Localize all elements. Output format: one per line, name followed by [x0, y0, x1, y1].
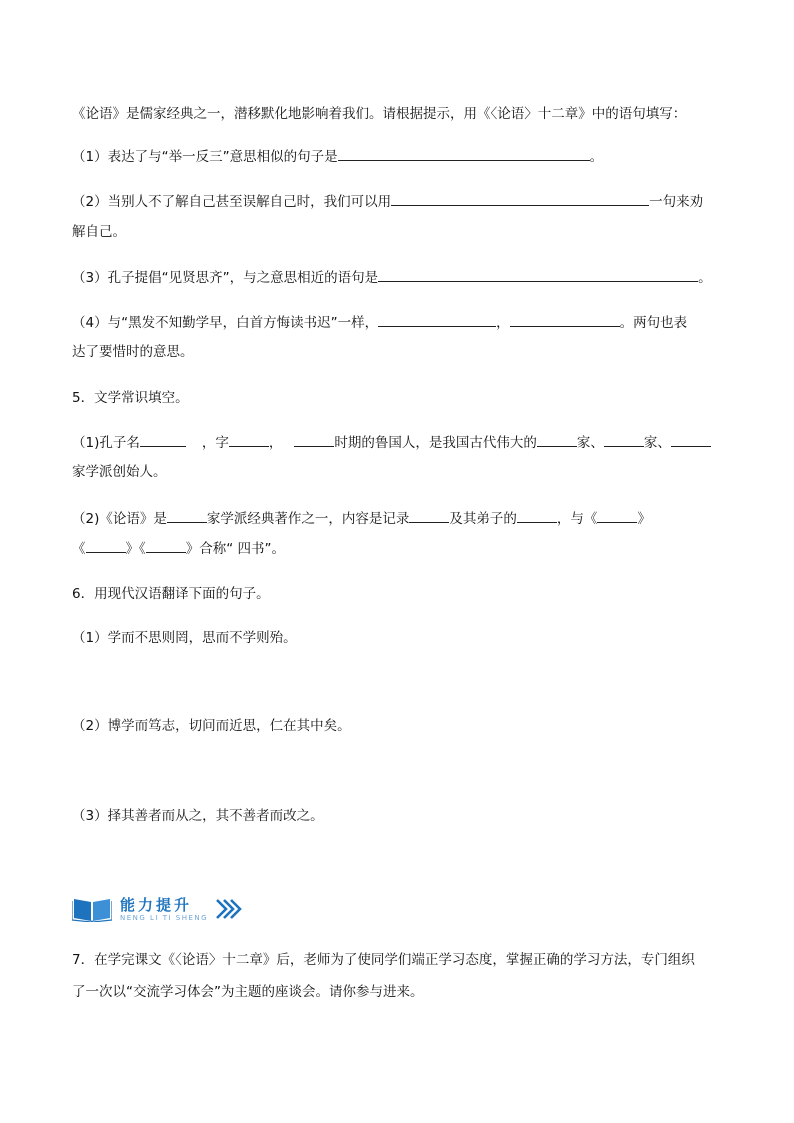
double-chevron-icon [214, 898, 244, 920]
s5-l3c: 及其弟子的 [449, 511, 517, 527]
s5-l4b: 》《 [125, 541, 146, 557]
s5-l4a: 《 [72, 541, 86, 557]
name-blank[interactable] [140, 432, 186, 447]
s5-item-1 [72, 432, 711, 453]
section-banner [72, 892, 242, 926]
q4-comma: ， [496, 315, 510, 331]
book-blank-3[interactable] [146, 538, 186, 553]
q4-tail: 。两句也表 [619, 315, 688, 331]
book-icon [72, 896, 112, 922]
question-7: 7．在学完课文《〈论语〉十二章》后，老师为了使同学们端正学习态度，掌握正确的学习方法，专门组织 [72, 952, 695, 968]
q4-prompt: （4）与“黑发不知勤学早，白首方悔读书迟”一样， [72, 315, 379, 331]
q3-answer-blank[interactable] [378, 267, 698, 282]
q2-prompt: （2）当别人不了解自己甚至误解自己时，我们可以用 [72, 194, 392, 210]
s5-l3b: 家学派经典著作之一，内容是记录 [206, 511, 410, 527]
school-blank-2[interactable] [167, 508, 207, 523]
s5-l3a: （2)《论语》是 [72, 511, 167, 527]
s6-item-1: （1）学而不思则罔，思而不学则殆。 [72, 630, 297, 646]
q4-answer-blank-1[interactable] [378, 312, 496, 327]
banner-title: 能力提升 [120, 896, 193, 914]
role-blank-2[interactable] [604, 432, 644, 447]
s5-item-2 [72, 508, 651, 529]
question-2-cont: 解自己。 [72, 224, 126, 240]
question-3 [72, 267, 712, 288]
words-blank[interactable] [517, 508, 557, 523]
s5-item-1-cont: 家学派创始人。 [72, 464, 167, 480]
s5-l4c: 》合称“ 四书”。 [185, 541, 286, 557]
section-6-title: 6．用现代汉语翻译下面的句子。 [72, 586, 270, 602]
s5-l3e: 》 [637, 511, 651, 527]
record-blank[interactable] [409, 508, 449, 523]
role-blank-1[interactable] [537, 432, 577, 447]
question-7-cont: 了一次以“交流学习体会”为主题的座谈会。请你参与进来。 [72, 984, 424, 1000]
question-2 [72, 191, 703, 212]
s5-item-2-cont [72, 538, 285, 559]
s5-l1b: ，字 [201, 435, 229, 451]
question-4-cont: 达了要惜时的意思。 [72, 344, 194, 360]
s5-l1e: 家、 [576, 435, 604, 451]
book-blank-1[interactable] [597, 508, 637, 523]
question-4 [72, 312, 687, 333]
question-1 [72, 146, 603, 167]
q1-end: 。 [589, 149, 604, 165]
courtesy-name-blank[interactable] [229, 432, 269, 447]
school-blank[interactable] [671, 432, 711, 447]
s5-l1a: （1)孔子名 [72, 435, 140, 451]
q1-answer-blank[interactable] [338, 146, 590, 161]
q3-end: 。 [698, 270, 712, 286]
q1-prompt: （1）表达了与“举一反三”意思相似的句子是 [72, 149, 338, 165]
s6-item-2: （2）博学而笃志，切问而近思，仁在其中矣。 [72, 718, 351, 734]
s5-l1d: 时期的鲁国人，是我国古代伟大的 [334, 435, 537, 451]
s5-l1c: ， [268, 435, 283, 451]
intro-text: 《论语》是儒家经典之一，潜移默化地影响着我们。请根据提示，用《〈论语〉十二章》中的语句填写： [72, 106, 687, 122]
q4-answer-blank-2[interactable] [510, 312, 620, 327]
s6-item-3: （3）择其善者而从之，其不善者而改之。 [72, 808, 324, 824]
q2-tail: 一句来劝 [649, 194, 704, 210]
s5-l3d: ，与《 [556, 511, 598, 527]
section-5-title: 5．文学常识填空。 [72, 390, 189, 406]
banner-subtitle: NENG LI TI SHENG [120, 914, 209, 922]
s5-l1f: 家、 [643, 435, 671, 451]
book-blank-2[interactable] [86, 538, 126, 553]
q2-answer-blank[interactable] [391, 191, 649, 206]
period-blank[interactable] [294, 432, 334, 447]
q3-prompt: （3）孔子提倡“见贤思齐”，与之意思相近的语句是 [72, 270, 379, 286]
